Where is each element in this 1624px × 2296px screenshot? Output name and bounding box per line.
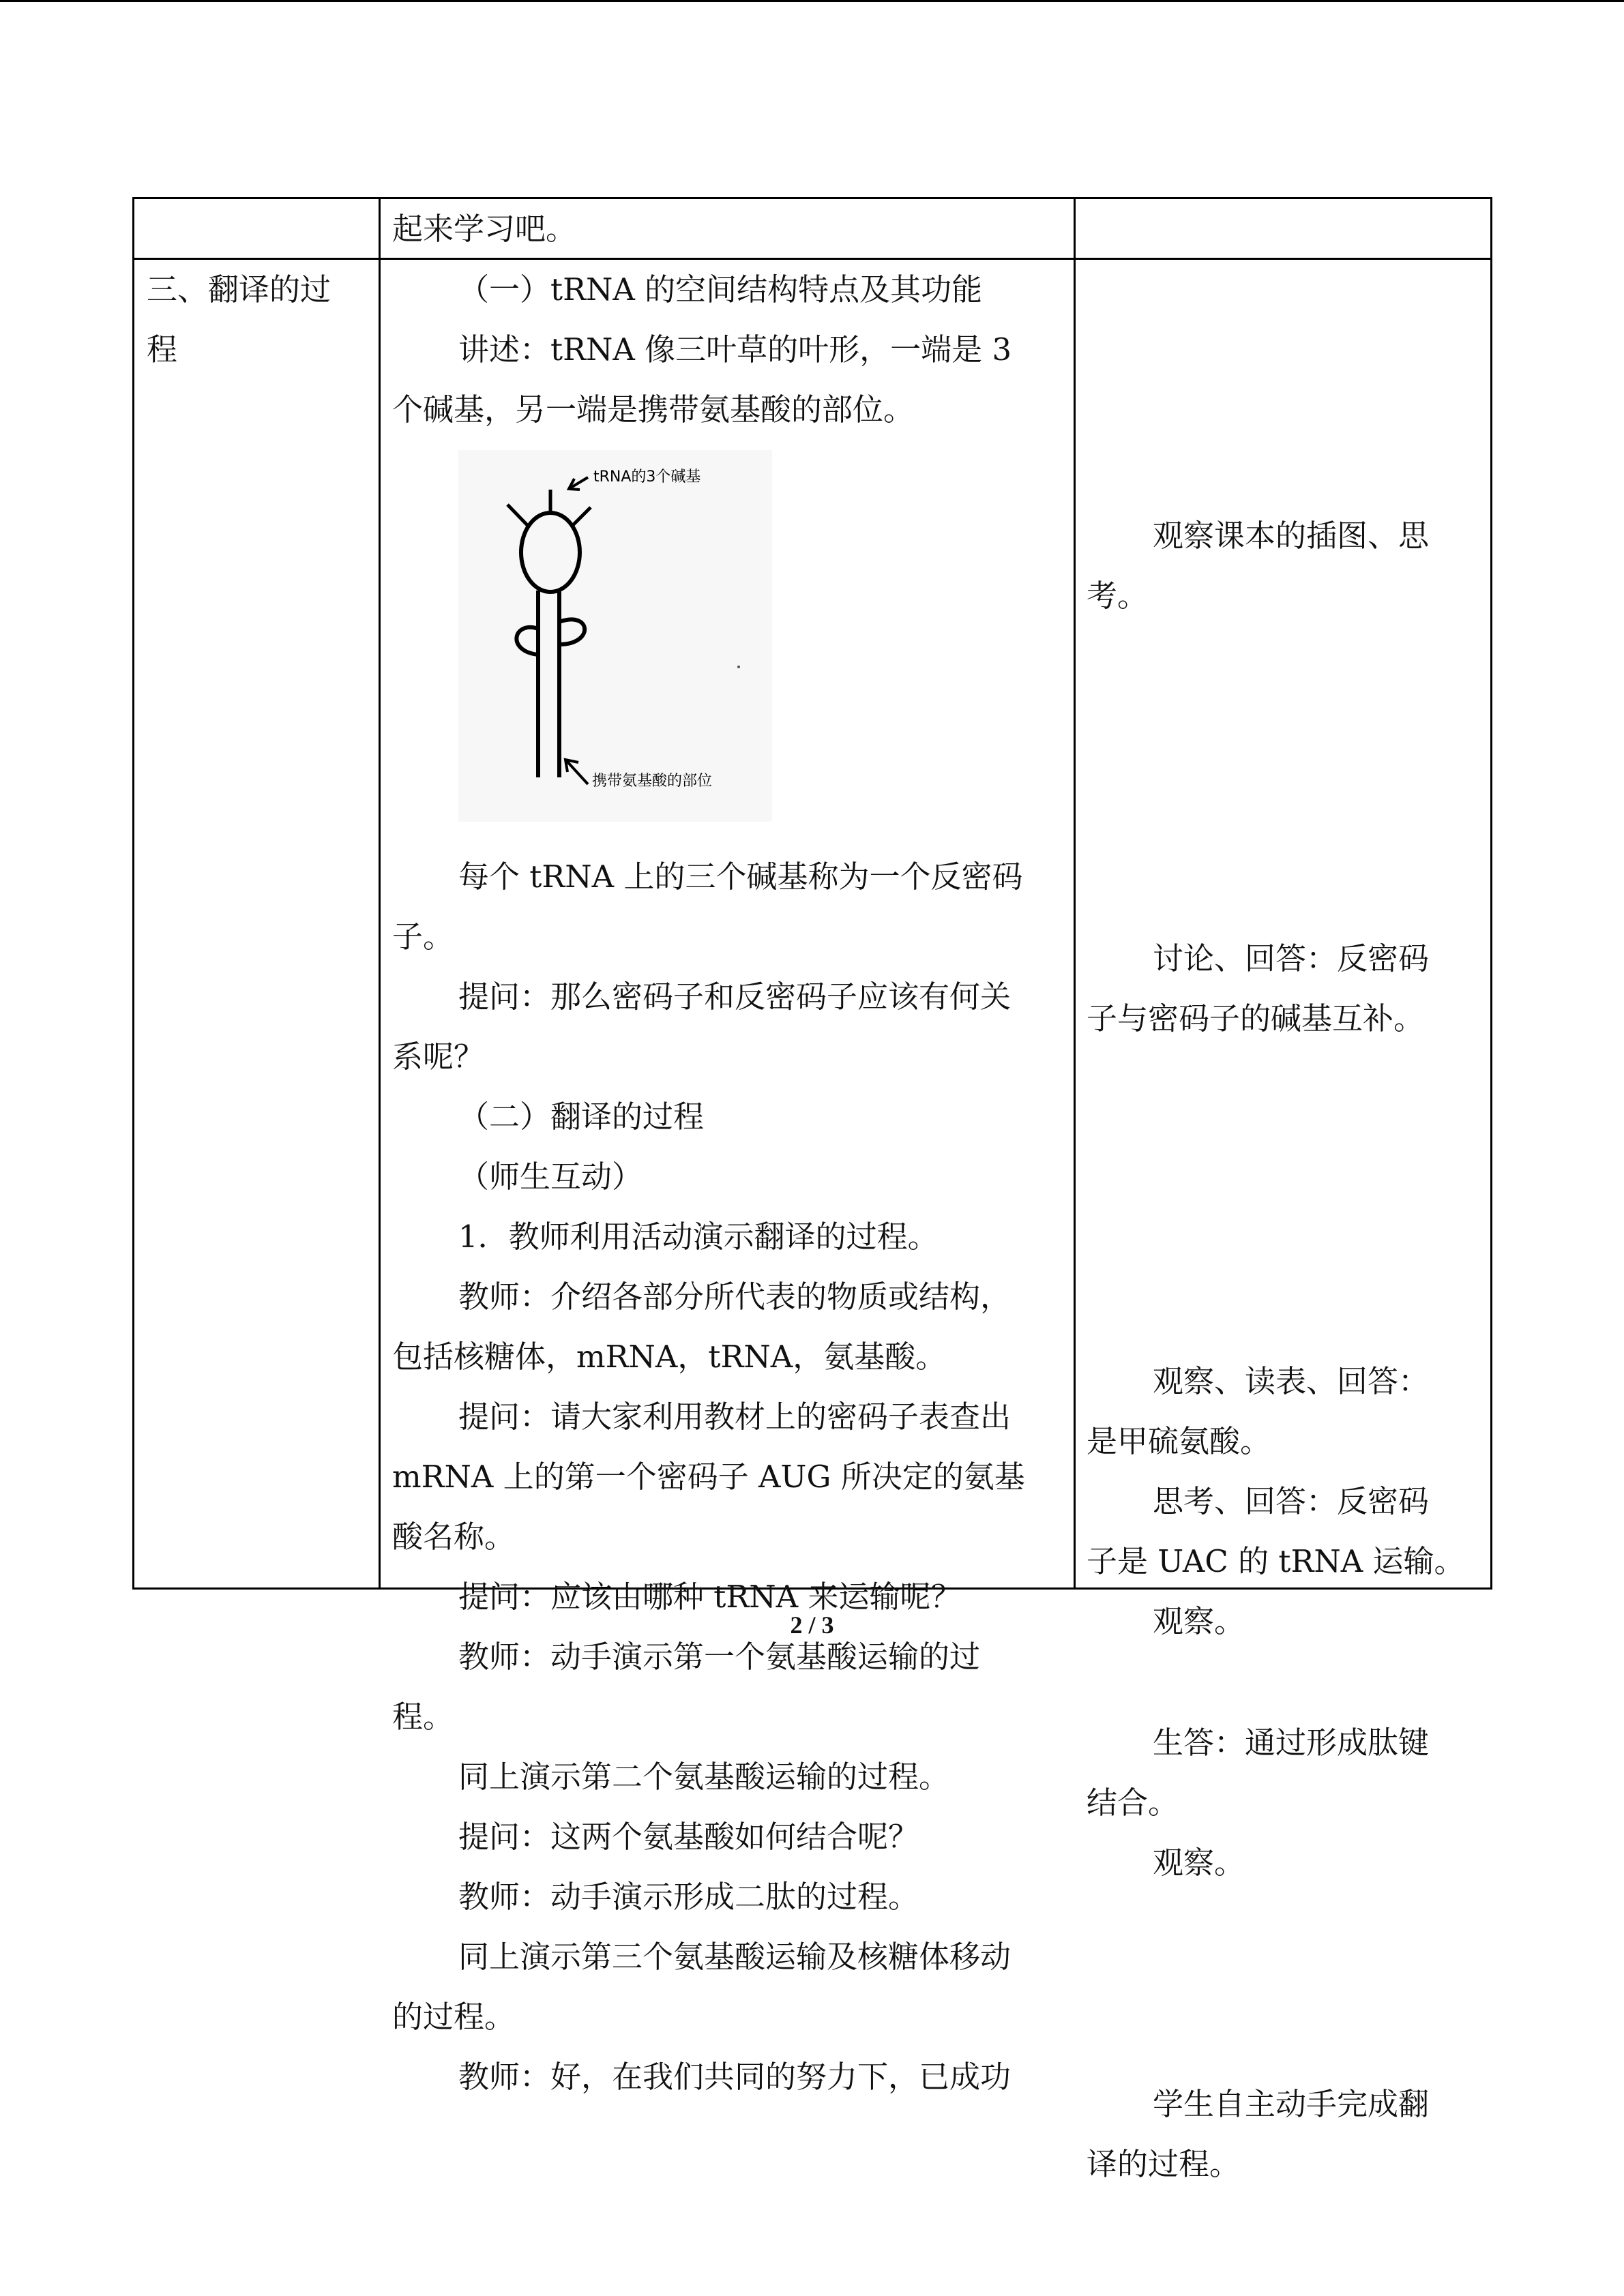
text-line: 学生自主动手完成翻	[1153, 2086, 1430, 2122]
text-line: 同上演示第二个氨基酸运输的过程。	[458, 1759, 950, 1795]
text-line: 子。	[392, 919, 454, 955]
text-line: 观察、读表、回答：	[1153, 1363, 1430, 1399]
trna-structure-figure	[458, 450, 772, 822]
student-activity-block	[1087, 1713, 1482, 1893]
student-activity-block	[1087, 1352, 1482, 1652]
text-line: 教师：动手演示第一个氨基酸运输的过	[458, 1639, 981, 1675]
continuation-text: 起来学习吧。	[392, 211, 577, 247]
subheading: （二）翻译的过程	[458, 1099, 705, 1135]
text-line: 生答：通过形成肽键	[1153, 1725, 1430, 1761]
section-title-line: 程	[147, 331, 178, 368]
text-line: 系呢？	[392, 1039, 485, 1075]
text-line: 每个 tRNA 上的三个碱基称为一个反密码	[458, 859, 1023, 895]
row0-content-cell	[392, 199, 1063, 259]
text-line: 同上演示第三个氨基酸运输及核糖体移动	[458, 1939, 1012, 1975]
text-line: 教师：介绍各部分所代表的物质或结构，	[458, 1279, 1012, 1315]
text-line: 译的过程。	[1087, 2146, 1241, 2182]
text-line: 是甲硫氨酸。	[1087, 1423, 1271, 1459]
text-line: 观察课本的插图、思	[1153, 518, 1430, 554]
figure-speck	[737, 666, 740, 668]
text-line: 提问：这两个氨基酸如何结合呢？	[458, 1819, 919, 1855]
figure-label-bottom: 携带氨基酸的部位	[592, 773, 713, 790]
text-line: 教师：动手演示形成二肽的过程。	[458, 1879, 919, 1915]
text-line: 考。	[1087, 578, 1149, 614]
text-line: 提问：那么密码子和反密码子应该有何关	[458, 979, 1012, 1015]
text-line: 子是 UAC 的 tRNA 运输。	[1087, 1543, 1465, 1579]
text-line: （师生互动）	[458, 1159, 643, 1195]
top-border-line	[0, 0, 1624, 2]
text-line: 讨论、回答：反密码	[1153, 940, 1430, 976]
text-line: 个碱基，另一端是携带氨基酸的部位。	[392, 391, 915, 428]
subheading: （一）tRNA 的空间结构特点及其功能	[458, 271, 983, 308]
student-activity-block	[1087, 506, 1482, 626]
text-line: 思考、回答：反密码	[1153, 1483, 1430, 1519]
figure-background	[458, 450, 772, 822]
teacher-activity-cell-part2	[392, 847, 1063, 2107]
text-line: mRNA 上的第一个密码子 AUG 所决定的氨基	[392, 1459, 1025, 1495]
figure-label-top: tRNA的3个碱基	[593, 468, 701, 486]
text-line: 包括核糖体，mRNA，tRNA，氨基酸。	[392, 1339, 947, 1375]
text-line: 的过程。	[392, 1999, 516, 2035]
teacher-activity-cell	[392, 260, 1063, 440]
section-title-cell	[147, 260, 375, 380]
column-divider	[1074, 199, 1076, 1587]
section-title-line: 三、翻译的过	[147, 271, 331, 308]
text-line: 结合。	[1087, 1785, 1179, 1821]
text-line: 提问：应该由哪种 tRNA 来运输呢？	[458, 1579, 962, 1615]
student-activity-block	[1087, 2074, 1482, 2194]
text-line: 观察。	[1153, 1603, 1245, 1639]
text-line: 教师：好，在我们共同的努力下，已成功	[458, 2059, 1012, 2095]
text-line: 讲述：tRNA 像三叶草的叶形，一端是 3	[458, 331, 1012, 368]
text-line: 观察。	[1153, 1845, 1245, 1881]
text-line: 1．教师利用活动演示翻译的过程。	[458, 1219, 939, 1255]
text-line: 程。	[392, 1699, 454, 1735]
text-line: 酸名称。	[392, 1519, 516, 1555]
column-divider	[379, 199, 381, 1587]
page-number: 2 / 3	[790, 1611, 834, 1639]
text-line: 提问：请大家利用教材上的密码子表查出	[458, 1399, 1012, 1435]
student-activity-block	[1087, 929, 1482, 1049]
text-line: 子与密码子的碱基互补。	[1087, 1000, 1425, 1037]
